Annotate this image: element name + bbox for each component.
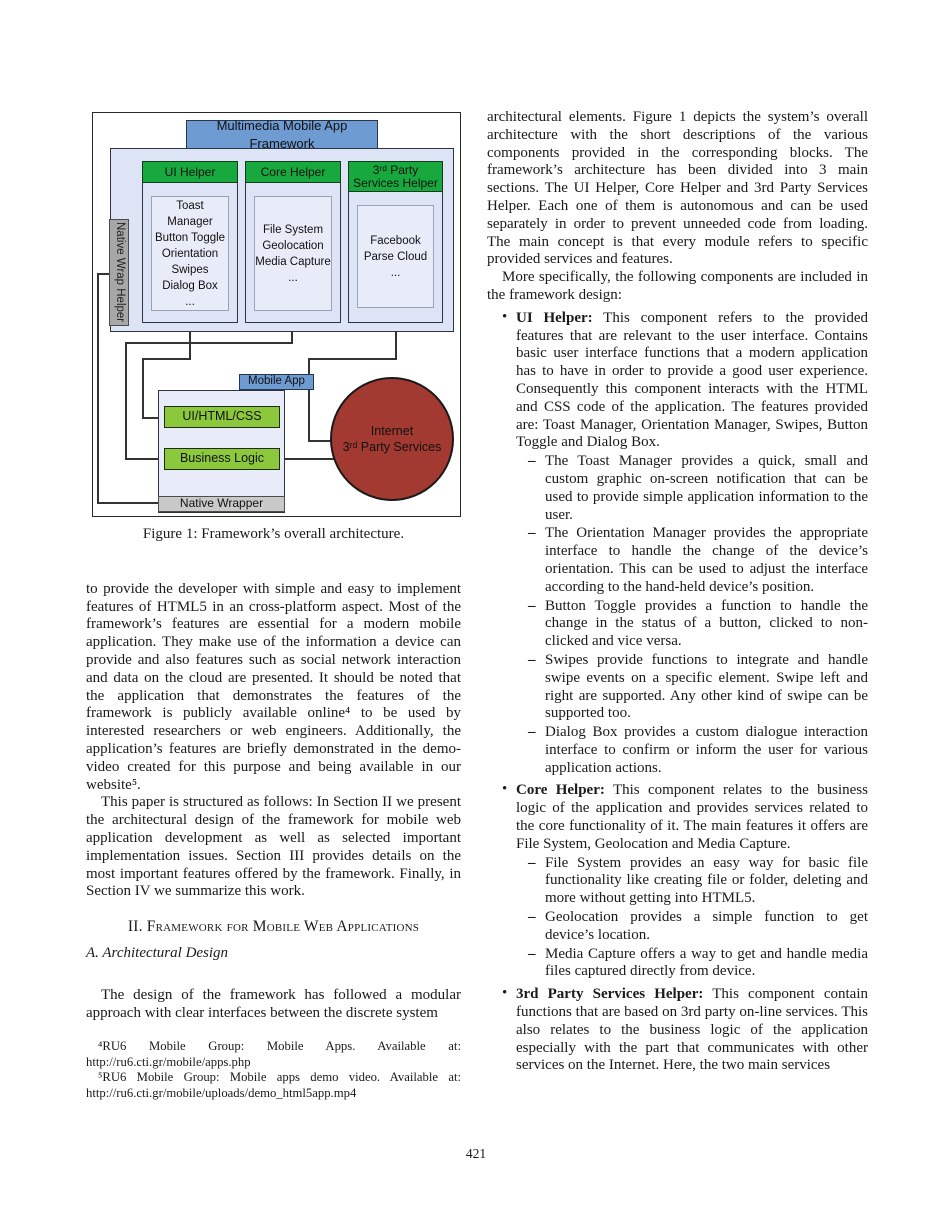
sub-item: – Media Capture offers a way to get and handle media files captured directly from device. (528, 946, 868, 982)
sub-item: – Geolocation provides a simple function to get device’s location. (528, 909, 868, 945)
native-wrap-helper-label: Native Wrap Helper (113, 222, 126, 323)
third-party-helper-header (348, 161, 443, 192)
sub-item: – File System provides an easy way for basic file functionality like creating file or folder, deleting and more without getting into HTML5. (528, 855, 868, 908)
ui-helper-header (142, 161, 238, 183)
ui-html-css-label: UI/HTML/CSS (182, 409, 262, 424)
page-number: 421 (465, 1146, 487, 1161)
bullet-text: This component refers to the provided features that are relevant to the user interface. Contains basic user interface functions that a modern application has to have in order to provide a good user experience. Consequently this component interacts with the HTML and CSS code of the application. The features provided are: Toast Manager, Orientation Manager, Swipes, Button Toggle and Dialog Box. (516, 309, 869, 451)
native-wrapper-label: Native Wrapper (179, 496, 264, 511)
helper-column-3rd-party (348, 161, 443, 323)
sub-item: – Dialog Box provides a custom dialogue interaction interface to confirm or inform the user for various application actions. (528, 724, 868, 777)
ui-helper-header-label: UI Helper (164, 164, 216, 179)
internet-circle-line2: 3ʳᵈ Party Services (342, 440, 442, 454)
bullet-label: UI Helper: (516, 309, 593, 326)
component-bullet-list (487, 310, 868, 1075)
list-item: Media Capture (255, 255, 331, 268)
subsection-heading: A. Architectural Design (86, 944, 229, 961)
internet-circle (330, 377, 454, 501)
sub-item: – Swipes provide functions to integrate and handle swipe events on a specific element. Swipe left and right are supported. Any other kind of swipe can be supported too. (528, 652, 868, 723)
bullet-label: 3rd Party Services Helper: (516, 986, 704, 1003)
internet-circle-line1: Internet (370, 424, 414, 438)
footnote: ⁵RU6 Mobile Group: Mobile apps demo video. Available at: http://ru6.cti.gr/mobile/uploads/demo_html5app.mp4 (86, 1070, 461, 1100)
list-item: ... (390, 266, 401, 279)
section-heading: II. Framework for Mobile Web Applications (127, 918, 420, 936)
body-paragraph: architectural elements. Figure 1 depicts the system’s overall architecture with the short descriptions of the various components provided in the corresponding blocks. The framework’s architecture has been divided into 3 main sections. The UI Helper, Core Helper and 3rd Party Services Helper. Each one of them is autonomous and can be used separately in order to prevent unneeded code from loading. The main concept is that every module refers to specific provided services and features. (487, 109, 868, 268)
list-item: Dialog Box (162, 279, 218, 292)
third-party-helper-list (357, 205, 434, 308)
native-wrapper-bar (158, 496, 285, 512)
core-helper-header (245, 161, 341, 183)
sub-item: – Button Toggle provides a function to handle the change in the status of a button, clicked to non-clicked and vice versa. (528, 598, 868, 651)
bullet-item-core-helper (500, 782, 868, 981)
sub-list (516, 855, 868, 982)
list-item: Orientation (161, 247, 219, 260)
bullet-item-ui-helper (500, 310, 868, 778)
list-item: Button Toggle (154, 231, 226, 244)
body-paragraph: More specifically, the following components are included in the framework design: (487, 269, 868, 303)
footnotes (86, 1039, 461, 1101)
list-item: Swipes (171, 263, 209, 276)
bullet-text: This component contain functions that are based on 3rd party on-line services. This also relates to the business logic of the application especially with the part that communicates with other services on the Internet. Here, the two main services (516, 986, 868, 1074)
framework-title-box (186, 117, 378, 151)
business-logic-label: Business Logic (179, 451, 265, 466)
list-item: ... (185, 295, 195, 308)
ui-html-css-block (164, 406, 280, 428)
helper-column-ui (142, 161, 238, 323)
body-paragraph: This paper is structured as follows: In Section II we present the architectural design of the framework for mobile web application development as well as selected important implementation issues. Section III provides details on the most important features offered by the framework. Finally, in Section IV we summarize this work. (86, 794, 461, 900)
bullet-label: Core Helper: (516, 782, 605, 799)
core-helper-list (254, 196, 332, 311)
third-party-helper-header-label: 3ʳᵈ Party Services Helper (353, 162, 438, 190)
business-logic-block (164, 448, 280, 470)
mobile-app-tab (239, 374, 314, 390)
native-wrap-helper-bar (109, 219, 129, 326)
bullet-text: This component relates to the business logic of the application and provides services related to the core functionality of it. The main features it offers are File System, Geolocation and Media Capture. (516, 782, 868, 852)
core-helper-header-label: Core Helper (260, 164, 326, 179)
bullet-item-3rd-party-helper (500, 986, 868, 1075)
list-item: Facebook (370, 234, 421, 247)
sub-list (516, 453, 868, 777)
footnote: ⁴RU6 Mobile Group: Mobile Apps. Available at: http://ru6.cti.gr/mobile/apps.php (86, 1039, 461, 1069)
architecture-figure (92, 112, 461, 517)
left-column (86, 109, 461, 1101)
list-item: Toast Manager (167, 199, 213, 228)
body-paragraph: The design of the framework has followed a modular approach with clear interfaces between the discrete system (86, 986, 461, 1021)
right-column (487, 109, 868, 1075)
sub-item: – The Toast Manager provides a quick, small and custom graphic on-screen notification that can be used to provide simple application information to the user. (528, 453, 868, 524)
body-paragraph: to provide the developer with simple and easy to implement features of HTML5 in an cross-platform aspect. Most of the framework’s features are essential for a modern mobile application. They make use of the information a device can provide and also features such as social network interaction and data on the cloud are presented. It should be noted that the application that demonstrates the features of the framework is publicly available online⁴ to be used by interested researchers or web engineers. Additionally, the application’s features are briefly demonstrated in the demo-video created for this purpose and being available in our website⁵. (86, 580, 461, 793)
helper-column-core (245, 161, 341, 323)
list-item: File System (262, 223, 324, 236)
list-item: Parse Cloud (363, 250, 428, 263)
framework-title-label: Multimedia Mobile App Framework (216, 117, 348, 151)
sub-item: – The Orientation Manager provides the appropriate interface to handle the change of the device’s orientation. This can be used to adjust the interface according to the hand-held device’s position. (528, 525, 868, 596)
list-item: ... (288, 271, 298, 284)
figure-caption: Figure 1: Framework’s overall architecture. (142, 526, 405, 542)
figure-outer-box (92, 112, 461, 517)
mobile-app-tab-label: Mobile App (248, 375, 305, 388)
ui-helper-list (151, 196, 229, 311)
list-item: Geolocation (262, 239, 324, 252)
